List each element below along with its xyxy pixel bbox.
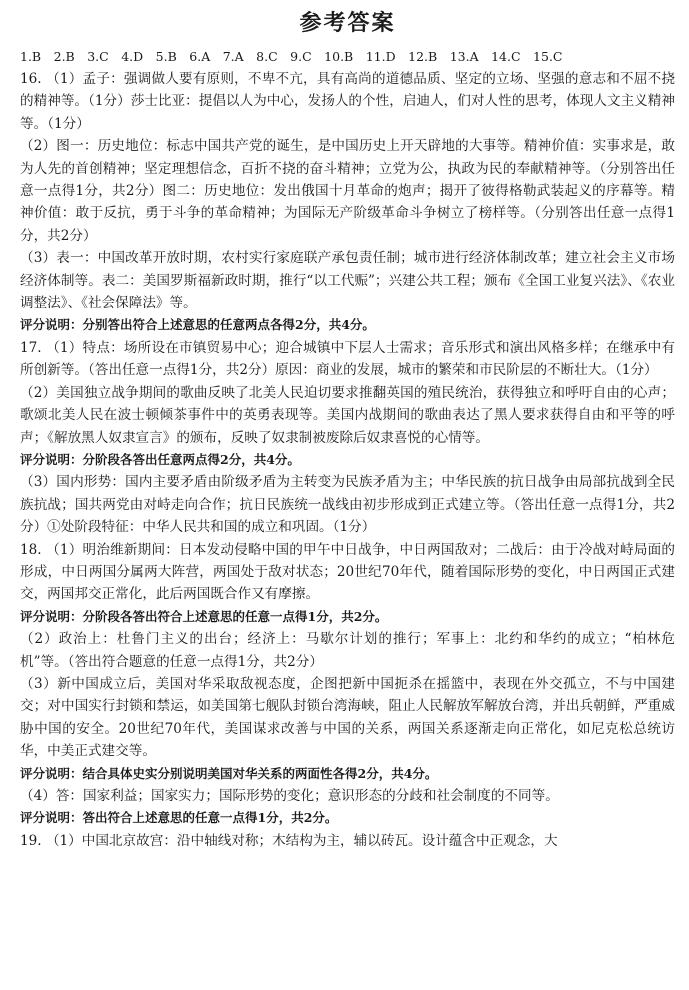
scoring-note-text: 分别答出符合上述意思的任意两点各得2分，共4分。 <box>82 317 375 333</box>
q16-part3: （3）表一：中国改革开放时期，农村实行家庭联产承包责任制；城市进行经济体制改革；建立社会主义市场经济体制等。表二：美国罗斯福新政时期，推行“以工代赈”；兴建公共工程；颁布《全国工业复兴法》、《农业调整法》、《社会保障法》等。 <box>20 250 675 312</box>
q16-part1: 16. （1）孟子：强调做人要有原则，不卑不亢，具有高尚的道德品质、坚定的立场、坚强的意志和不屈不挠的精神等。（1分）莎士比亚：提倡以人为中心，发扬人的个性，启迪人，们对人性的思考，体现人文主义精神等。（1分） <box>20 71 675 132</box>
scoring-note-text: 分阶段各答出符合上述意思的任意一点得1分，共2分。 <box>82 608 388 624</box>
page-title: 参考答案 <box>299 11 396 36</box>
q17-part3: （3）国内形势：国内主要矛盾由阶级矛盾为主转变为民族矛盾为主；中华民族的抗日战争由局部抗战到全民族抗战；国共两党由对峙走向合作；抗日民族统一战线由初步形成到正式建立等。（答出任意一点得1分，共2分）①处阶段特征：中华人民共和国的成立和巩固。（1分） <box>20 474 675 536</box>
scoring-note <box>20 763 675 785</box>
scoring-note-text: 分阶段各答出任意两点得2分，共4分。 <box>82 451 300 467</box>
q19-part1: 19. （1）中国北京故宫：沿中轴线对称；木结构为主，辅以砖瓦。设计蕴含中正观念，大 <box>20 832 558 849</box>
scoring-note <box>20 314 675 336</box>
scoring-note <box>20 606 675 628</box>
scoring-note-label: 评分说明： <box>20 765 83 781</box>
scoring-note-label: 评分说明： <box>20 608 83 624</box>
q18-part2: （2）政治上：杜鲁门主义的出台；经济上：马歇尔计划的推行；军事上：北约和华约的成立；“柏林危机”等。（答出符合题意的任意一点得1分，共2分） <box>20 631 675 670</box>
scoring-note-label: 评分说明： <box>20 451 83 467</box>
scoring-note-label: 评分说明： <box>20 810 83 826</box>
scoring-note-text: 答出符合上述意思的任意一点得1分，共2分。 <box>82 810 338 826</box>
q18-part4: （4）答：国家利益；国家实力；国际形势的变化；意识形态的分歧和社会制度的不同等。 <box>20 788 559 804</box>
multiple-choice-answers: 1.B 2.B 3.C 4.D 5.B 6.A 7.A 8.C 9.C 10.B 11.D 12.B 13.A 14.C 15.C <box>20 49 563 64</box>
scoring-note <box>20 449 675 471</box>
q18-part3: （3）新中国成立后，美国对华采取敌视态度，企图把新中国扼杀在摇篮中，表现在外交孤立，不与中国建交；对中国实行封锁和禁运，如美国第七舰队封锁台湾海峡，阻止人民解放军解放台湾，并出兵朝鲜，严重威胁中国的安全。20世纪70年代，美国谋求改善与中国的关系，两国关系逐渐走向正常化，如尼克松总统访华，中美正式建交等。 <box>20 675 675 760</box>
q17-part1: 17. （1）特点：场所设在市镇贸易中心；迎合城镇中下层人士需求；音乐形式和演出风格多样；在继承中有所创新等。（答出任意一点得1分，共2分）原因：商业的发展，城市的繁荣和市民阶层的不断壮大。（1分） <box>20 339 675 379</box>
scoring-note-label: 评分说明： <box>20 317 83 333</box>
scoring-note <box>20 807 675 829</box>
q16-part2: （2）图一：历史地位：标志中国共产党的诞生，是中国历史上开天辟地的大事等。精神价值：实事求是，敢为人先的首创精神；坚定理想信念，百折不挠的奋斗精神；立党为公，执政为民的奉献精神等。（分别答出任意一点得1分，共2分）图二：历史地位：发出俄国十月革命的炮声；揭开了彼得格勒武装起义的序幕等。精神价值：敢于反抗，勇于斗争的革命精神；为国际无产阶级革命斗争树立了榜样等。（分别答出任意一点得1分，共2分） <box>20 138 675 244</box>
scoring-note-text: 结合具体史实分别说明美国对华关系的两面性各得2分，共4分。 <box>82 765 438 781</box>
q17-part2: （2）美国独立战争期间的歌曲反映了北美人民迫切要求推翻英国的殖民统治，获得独立和呼吁自由的心声；歌颂北美人民在波士顿倾茶事件中的英勇表现等。美国内战期间的歌曲表达了黑人要求获得自由和平等的呼声；《解放黑人奴隶宣言》的颁布，反映了奴隶制被废除后奴隶喜悦的心情等。 <box>20 384 675 446</box>
q18-part1: 18. （1）明治维新期间：日本发动侵略中国的甲午中日战争，中日两国敌对；二战后：由于冷战对峙局面的形成，中日两国分属两大阵营，两国处于敌对状态；20世纪70年代，随着国际形势的变化，中日两国正式建交，两国邦交正常化，此后两国既合作又有摩擦。 <box>20 541 675 603</box>
